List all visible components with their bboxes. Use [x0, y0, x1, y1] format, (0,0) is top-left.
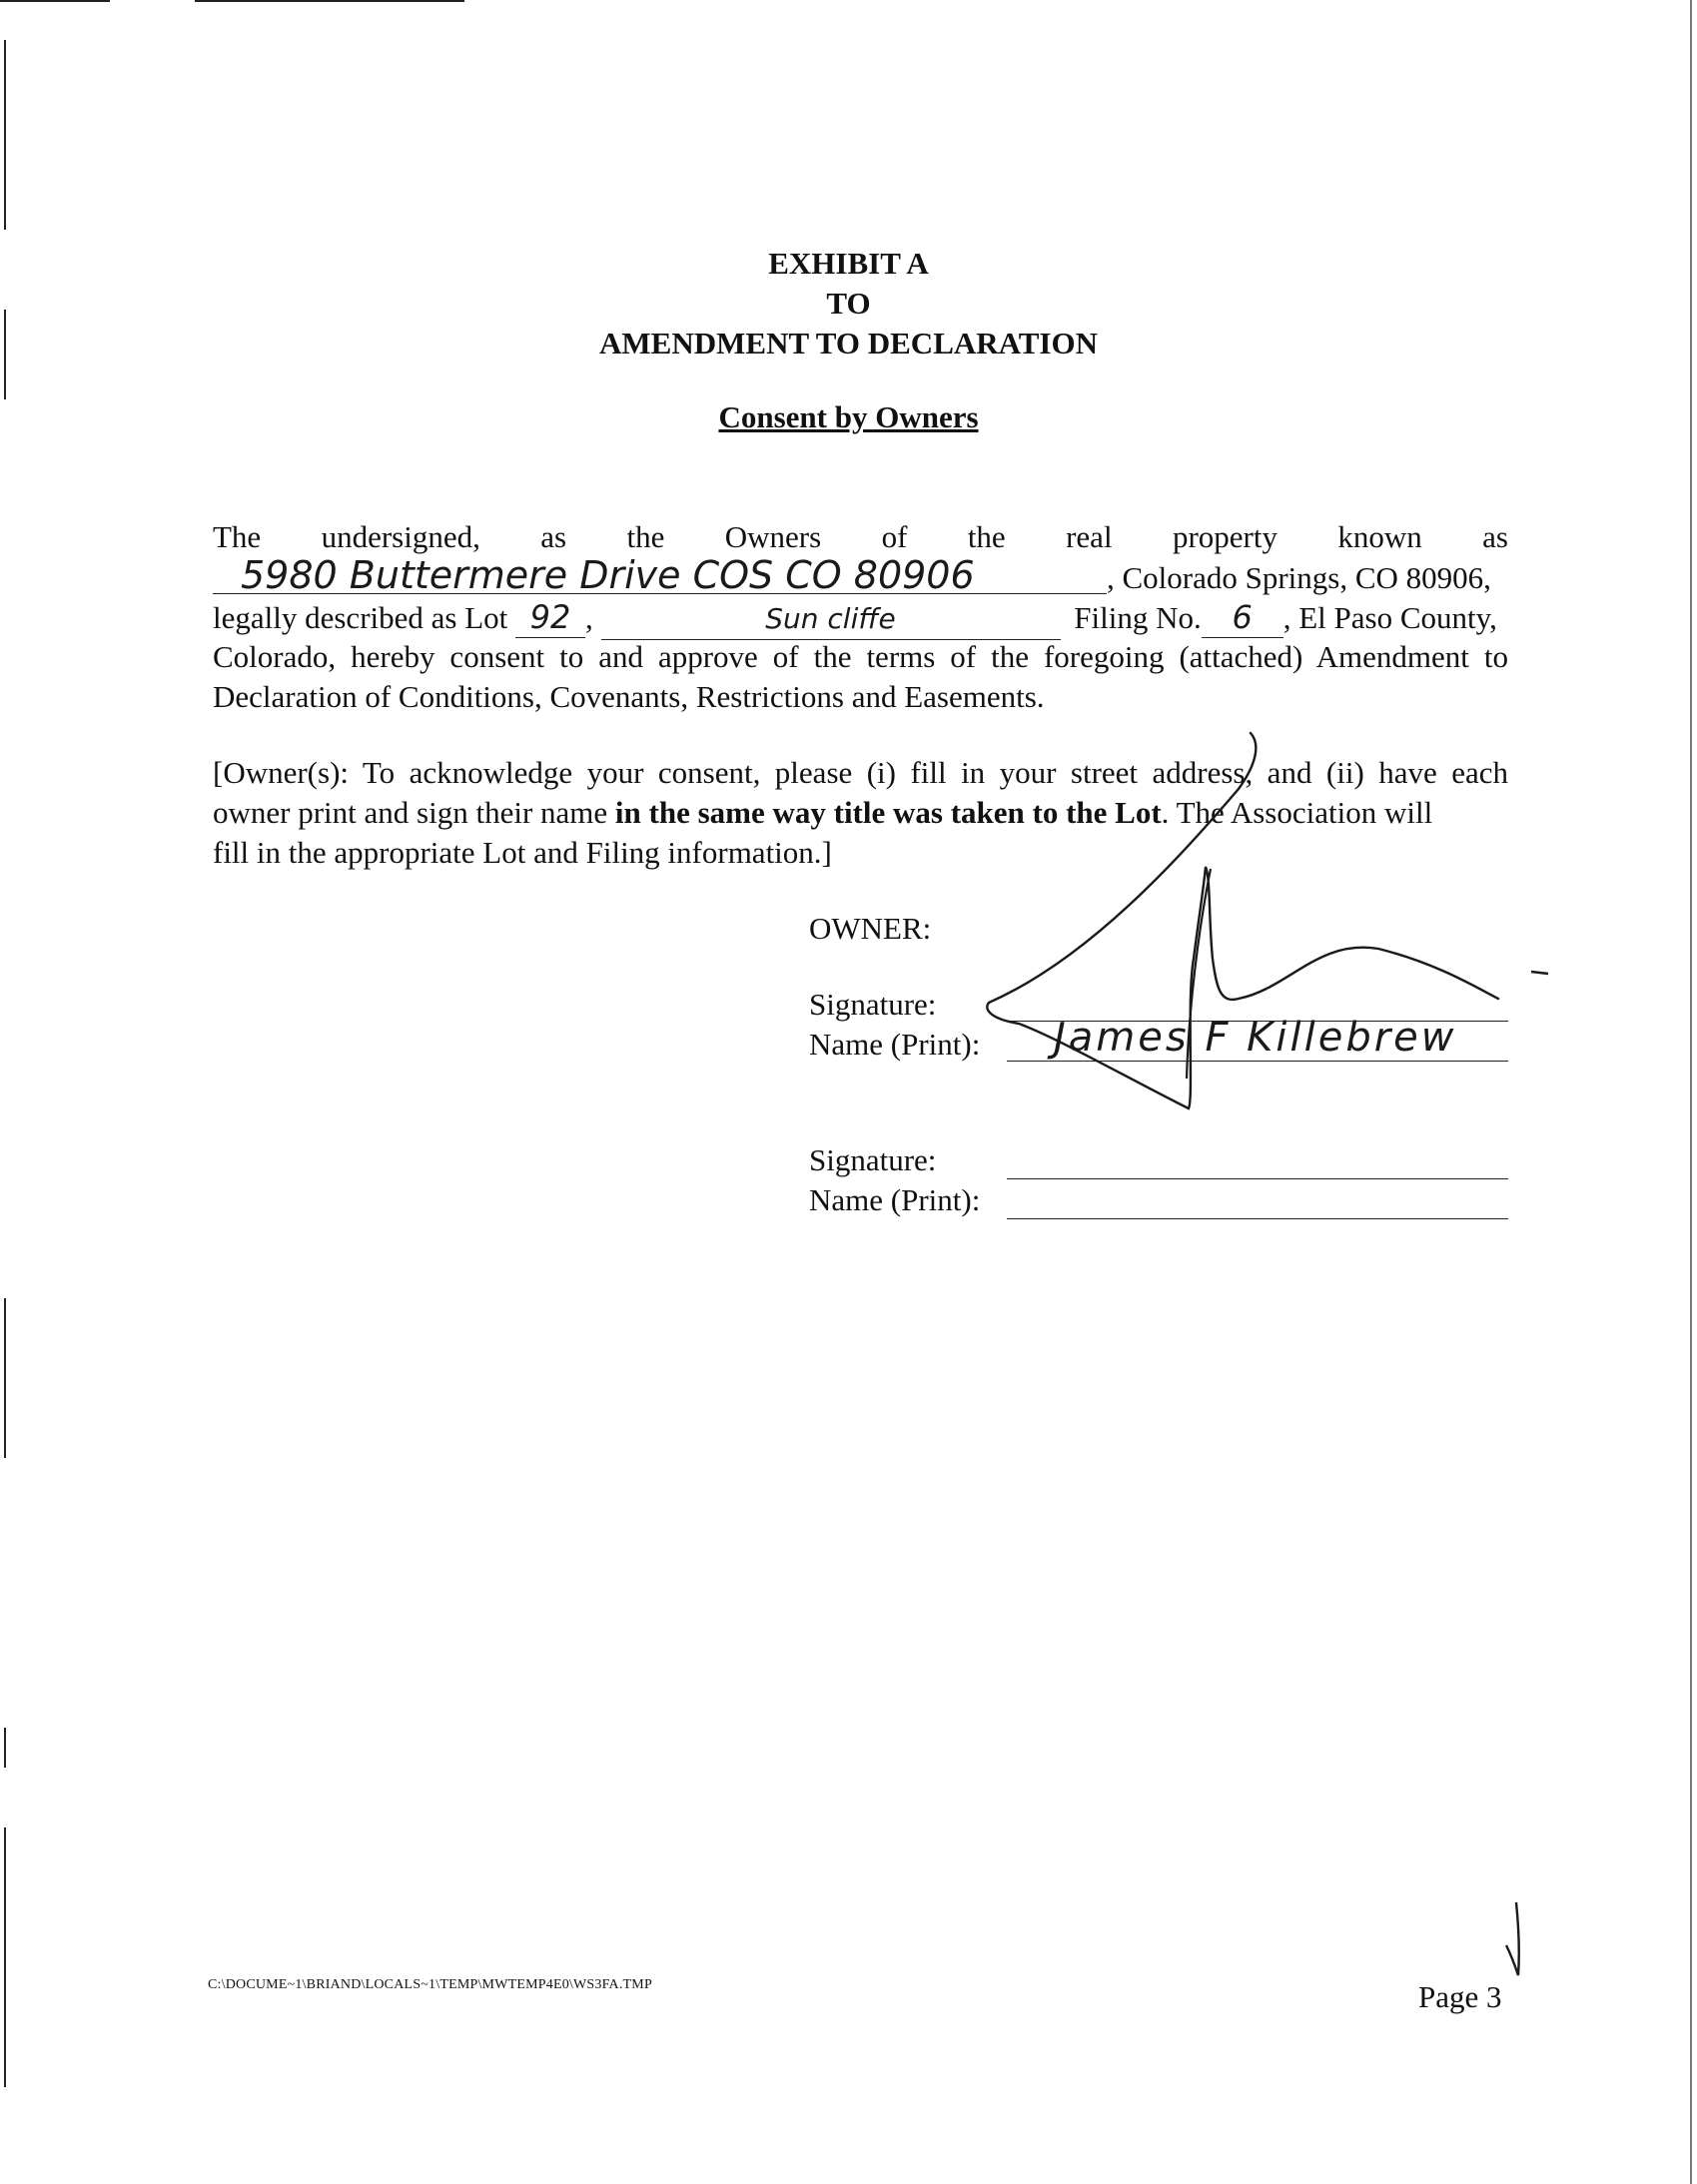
lot-field[interactable]: 92 [515, 597, 585, 638]
address-field[interactable]: 5980 Buttermere Drive COS CO 80906 [213, 557, 1107, 594]
para2-line2-bold: in the same way title was taken to the Lot [614, 795, 1162, 830]
para1-line4: Colorado, hereby consent to and approve of the terms of the foregoing (attached) Amendment to [213, 639, 1508, 674]
signature-label-2: Signature: [809, 1142, 937, 1177]
page-number: Page 3 [1418, 1979, 1502, 2014]
owner-label: OWNER: [809, 911, 932, 946]
lot-comma: , [585, 600, 593, 635]
para2-line2-prefix: owner print and sign their name [213, 795, 615, 830]
consent-subtitle: Consent by Owners [718, 399, 979, 434]
signature-label-1: Signature: [809, 987, 937, 1022]
subdivision-field[interactable]: Sun cliffe [601, 599, 1061, 640]
name-label-2: Name (Print): [809, 1182, 981, 1217]
para2-line1: [Owner(s): To acknowledge your consent, please (i) fill in your street address, and (ii) have each [213, 755, 1508, 790]
to-heading: TO [826, 286, 871, 321]
lot-label: legally described as Lot [213, 600, 508, 635]
name-label-1: Name (Print): [809, 1027, 981, 1062]
footer-file-path: C:\DOCUME~1\BRIAND\LOCALS~1\TEMP\MWTEMP4E0\WS3FA.TMP [208, 1977, 652, 1992]
para1-line3-suffix: , El Paso County, [1282, 600, 1497, 635]
amendment-heading: AMENDMENT TO DECLARATION [599, 326, 1098, 361]
printed-name-1[interactable]: James F Killebrew [1054, 1015, 1457, 1061]
para2-line3: fill in the appropriate Lot and Filing information.] [213, 835, 832, 870]
filing-field[interactable]: 6 [1202, 597, 1283, 638]
exhibit-heading: EXHIBIT A [768, 246, 929, 281]
para1-line1-text: The undersigned, as the Owners of the real property known as [213, 519, 1508, 554]
para1-line5: Declaration of Conditions, Covenants, Restrictions and Easements. [213, 679, 1045, 714]
filing-label: Filing No. [1074, 600, 1202, 635]
para2-line2-suffix: . The Association will [1161, 795, 1433, 830]
para1-line2-suffix: , Colorado Springs, CO 80906, [1107, 560, 1491, 595]
